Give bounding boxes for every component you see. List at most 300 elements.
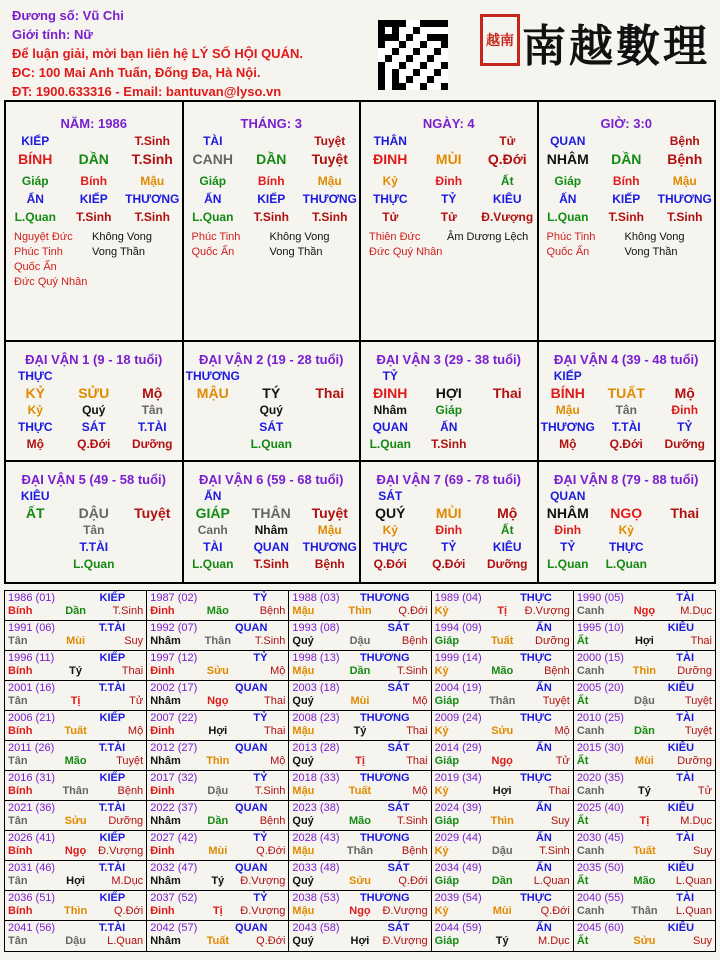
year-stem: Nhâm <box>150 635 181 647</box>
year-label: 2009 (24) <box>434 712 482 724</box>
hidden-stem-row <box>539 522 715 538</box>
god-row-cell: Bệnh <box>669 134 700 148</box>
year-row <box>5 681 715 711</box>
god-row <box>361 488 537 504</box>
year-stage: Bệnh <box>117 785 144 797</box>
year-branch: Tuất <box>348 785 372 797</box>
year-label: 1992 (07) <box>150 622 198 634</box>
year-row <box>5 771 715 801</box>
hidden-stem-row-cell: Quý <box>259 403 283 417</box>
stem-branch-row-cell: MÙI <box>435 151 462 167</box>
year-label: 2006 (21) <box>8 712 56 724</box>
year-branch: Ngọ <box>633 605 656 617</box>
year-stem: Mậu <box>292 785 315 797</box>
year-stem: Giáp <box>434 935 460 947</box>
year-branch: Tý <box>495 935 509 947</box>
year-stage: T.Sinh <box>397 665 428 677</box>
year-cell <box>5 921 147 951</box>
year-label: 1988 (03) <box>292 592 340 604</box>
year-stem: Ất <box>576 935 589 947</box>
cell-title: ĐẠI VẬN 6 (59 - 68 tuổi) <box>199 472 344 487</box>
hidden-god-row <box>361 539 537 555</box>
year-stage: T.Sinh <box>397 815 428 827</box>
year-stem: Bính <box>8 725 33 737</box>
cell-title: NGÀY: 4 <box>422 116 475 131</box>
hidden-stem-row <box>361 522 537 538</box>
year-stem: Mậu <box>292 725 315 737</box>
year-stage: Dưỡng <box>108 815 144 827</box>
year-branch: Thân <box>346 845 374 857</box>
year-label: 1999 (14) <box>434 652 482 664</box>
year-god: SÁT <box>387 682 410 694</box>
year-stem: Kỷ <box>434 725 449 737</box>
pillar-cell <box>184 102 362 340</box>
year-cell <box>574 771 715 800</box>
year-label: 2007 (22) <box>150 712 198 724</box>
year-god: ẤN <box>535 832 552 844</box>
god-row-cell: THỰC <box>17 369 53 383</box>
year-cell <box>574 861 715 890</box>
year-god: TÀI <box>676 712 695 724</box>
year-branch: Thìn <box>206 755 230 767</box>
year-branch: Tý <box>69 665 83 677</box>
year-stage: Dưỡng <box>677 755 712 767</box>
year-label: 2021 (36) <box>8 802 56 814</box>
year-row <box>5 921 715 951</box>
hidden-god-row-cell: THƯƠNG <box>302 192 357 206</box>
stem-branch-row-cell: T.Sinh <box>131 151 173 167</box>
year-cell <box>432 591 574 620</box>
year-cell <box>574 681 715 710</box>
year-cell <box>5 801 147 830</box>
year-god: QUAN <box>235 862 268 874</box>
year-branch: Tuất <box>633 845 656 857</box>
stage-row-cell: Q.Đới <box>609 437 643 451</box>
stem-branch-row <box>361 385 537 401</box>
stage-row-cell: T.Sinh <box>134 210 170 224</box>
god-row <box>6 133 182 149</box>
hidden-god-row <box>6 539 182 555</box>
year-god: ẤN <box>535 742 552 754</box>
stem-branch-row-cell: SỬU <box>78 385 110 401</box>
year-branch: Thân <box>631 905 658 917</box>
good-star: Thiên Đức <box>369 231 421 243</box>
god-row-cell: SÁT <box>378 489 403 503</box>
stem-branch-row-cell: Mộ <box>497 505 518 521</box>
stem-branch-row <box>361 151 537 167</box>
year-branch: Tị <box>639 815 650 827</box>
daivan-cell <box>361 342 539 460</box>
hidden-stem-row <box>6 522 182 538</box>
year-branch: Hợi <box>492 785 512 797</box>
year-branch: Hợi <box>634 635 654 647</box>
hidden-god-row <box>539 191 715 207</box>
stem-branch-row <box>184 505 360 521</box>
stem-branch-row-cell: CANH <box>192 151 233 167</box>
year-branch: Tuất <box>64 725 87 737</box>
hidden-god-row-cell: SÁT <box>259 420 284 434</box>
stem-branch-row-cell: Q.Đới <box>487 151 527 167</box>
hidden-stem-row-cell: Giáp <box>21 174 49 188</box>
stem-branch-row-cell: DẦN <box>78 151 109 167</box>
god-row-cell: QUAN <box>550 489 586 503</box>
year-stage: Suy <box>693 845 712 857</box>
year-branch: Thân <box>62 785 89 797</box>
hidden-stem-row-cell: Kỷ <box>618 523 634 537</box>
stem-branch-row-cell: Bệnh <box>667 151 703 167</box>
year-stage: Mộ <box>554 725 570 737</box>
good-star: Quốc Ấn <box>14 261 57 273</box>
stage-row-cell: Mộ <box>559 437 577 451</box>
year-label: 1995 (10) <box>576 622 624 634</box>
stage-row-cell: Bệnh <box>314 557 345 571</box>
stage-row <box>184 556 360 572</box>
year-cell <box>5 831 147 860</box>
year-stage: L.Quan <box>675 875 712 887</box>
hidden-god-row-cell: THƯƠNG <box>540 420 595 434</box>
year-stem: Canh <box>576 605 605 617</box>
year-god: THƯƠNG <box>359 772 410 784</box>
year-stem: Nhâm <box>150 815 181 827</box>
year-god: SÁT <box>387 802 410 814</box>
hidden-god-row-cell: SÁT <box>81 420 106 434</box>
god-row-cell: Tử <box>499 134 516 148</box>
year-branch: Dần <box>207 815 229 827</box>
year-row <box>5 831 715 861</box>
hidden-god-row <box>184 419 360 435</box>
year-branch: Sửu <box>64 815 87 827</box>
stem-branch-row-cell: TUẤT <box>607 385 645 401</box>
year-stem: Bính <box>8 605 33 617</box>
year-label: 2044 (59) <box>434 922 482 934</box>
daivan-cell <box>184 462 362 582</box>
year-god: KIÊU <box>667 682 695 694</box>
year-cell <box>5 741 147 770</box>
year-stem: Ất <box>576 755 589 767</box>
hidden-stem-row-cell: Bính <box>80 174 108 188</box>
year-branch: Dậu <box>207 785 229 797</box>
year-label: 1994 (09) <box>434 622 482 634</box>
god-row-cell: Tuyệt <box>314 134 346 148</box>
year-god: KIẾP <box>99 772 126 784</box>
year-stage: Tử <box>555 755 570 767</box>
year-god: TÀI <box>676 772 695 784</box>
year-stem: Canh <box>576 785 605 797</box>
year-stem: Đinh <box>150 665 175 677</box>
daivan-cell <box>6 462 184 582</box>
stem-branch-row <box>6 385 182 401</box>
hidden-god-row <box>184 539 360 555</box>
year-branch: Mùi <box>66 635 86 647</box>
pillar-cell <box>539 102 715 340</box>
year-stage: M.Dục <box>111 875 144 887</box>
good-star: Phúc Tinh <box>546 231 596 243</box>
year-cell <box>574 711 715 740</box>
year-stem: Ất <box>576 875 589 887</box>
year-stage: Đ.Vượng <box>524 605 570 617</box>
year-branch: Thân <box>489 695 516 707</box>
year-cell <box>147 651 289 680</box>
year-branch: Ngọ <box>207 695 229 707</box>
year-stage: Mộ <box>270 665 286 677</box>
year-stem: Canh <box>576 905 605 917</box>
year-label: 2032 (47) <box>150 862 198 874</box>
year-god: T.TÀI <box>98 622 126 634</box>
year-stage: Tuyệt <box>684 725 712 737</box>
year-stage: T.Sinh <box>254 785 286 797</box>
year-stage: Mộ <box>412 695 428 707</box>
stem-branch-row-cell: Tuyệt <box>311 505 348 521</box>
year-stage: Mộ <box>270 755 286 767</box>
stage-row-cell: T.Sinh <box>431 437 467 451</box>
cell-title: NĂM: 1986 <box>60 116 127 131</box>
year-stage: M.Dục <box>680 815 712 827</box>
year-stem: Nhâm <box>150 935 181 947</box>
year-label: 2045 (60) <box>576 922 624 934</box>
year-stem: Bính <box>8 665 33 677</box>
year-stage: Đ.Vượng <box>382 935 428 947</box>
daivan-cell <box>539 342 715 460</box>
hidden-god-row-cell: KIÊU <box>492 192 522 206</box>
year-god: SÁT <box>387 862 410 874</box>
god-row-cell: TỶ <box>382 369 398 383</box>
year-cell <box>289 651 431 680</box>
year-label: 2034 (49) <box>434 862 482 874</box>
year-stage: Q.Đới <box>256 845 286 857</box>
year-stage: Thai <box>406 755 428 767</box>
year-row <box>5 621 715 651</box>
stage-row-cell: Đ.Vượng <box>481 210 534 224</box>
good-star: Phúc Tinh <box>191 231 241 243</box>
year-branch: Dần <box>634 725 655 737</box>
year-cell <box>147 861 289 890</box>
year-god: ẤN <box>535 922 552 934</box>
god-row-cell: TÀI <box>203 134 223 148</box>
year-stem: Tân <box>8 935 28 947</box>
cell-title: ĐẠI VẬN 1 (9 - 18 tuổi) <box>25 352 163 367</box>
year-cell <box>574 891 715 920</box>
year-branch: Sửu <box>348 875 372 887</box>
year-label: 1987 (02) <box>150 592 198 604</box>
hidden-god-row-cell: QUAN <box>253 540 289 554</box>
year-stem: Ất <box>576 635 589 647</box>
year-label: 2005 (20) <box>576 682 624 694</box>
year-god: THƯƠNG <box>359 892 410 904</box>
hidden-stem-row-cell: Nhâm <box>373 403 407 417</box>
stem-branch-row-cell: NHÂM <box>546 151 589 167</box>
year-label: 2014 (29) <box>434 742 482 754</box>
stage-row <box>6 209 182 225</box>
year-label: 2028 (43) <box>292 832 340 844</box>
stem-branch-row <box>6 151 182 167</box>
good-star: Đức Quý Nhân <box>14 276 88 288</box>
stem-branch-row-cell: BÍNH <box>18 151 53 167</box>
hidden-god-row-cell: THỰC <box>372 192 408 206</box>
stem-branch-row <box>184 151 360 167</box>
good-star: Quốc Ấn <box>546 246 590 258</box>
bad-star: Không Vong <box>92 231 152 243</box>
hidden-god-row-cell: ẤN <box>440 420 458 434</box>
year-stem: Đinh <box>150 725 175 737</box>
year-label: 2000 (15) <box>576 652 624 664</box>
year-stem: Bính <box>8 845 33 857</box>
year-cell <box>432 771 574 800</box>
year-cell <box>289 741 431 770</box>
hidden-stem-row <box>539 402 715 418</box>
good-star: Nguyệt Đức <box>14 231 73 243</box>
year-cell <box>289 621 431 650</box>
god-row-cell: T.Sinh <box>134 134 170 148</box>
hidden-god-row-cell: THƯƠNG <box>657 192 712 206</box>
year-cell <box>574 621 715 650</box>
year-label: 2022 (37) <box>150 802 198 814</box>
hidden-god-row-cell: THƯƠNG <box>302 540 357 554</box>
stage-row <box>361 209 537 225</box>
year-stem: Kỷ <box>434 905 449 917</box>
year-row <box>5 741 715 771</box>
year-stage: M.Dục <box>680 605 712 617</box>
year-stage: T.Sinh <box>539 845 570 857</box>
year-cell <box>147 771 289 800</box>
god-row <box>361 368 537 384</box>
stem-branch-row-cell: DẦN <box>611 151 642 167</box>
bad-star: Vong Thần <box>269 246 323 258</box>
year-god: TỶ <box>253 712 268 724</box>
year-cell <box>432 801 574 830</box>
hidden-god-row <box>184 191 360 207</box>
year-stage: Mộ <box>127 725 144 737</box>
hidden-god-row-cell: T.TÀI <box>137 420 167 434</box>
good-star: Phúc Tinh <box>14 246 63 258</box>
hidden-god-row-cell: TỶ <box>677 420 693 434</box>
god-row <box>184 488 360 504</box>
phone-email-line: ĐT: 1900.633316 - Email: bantuvan@lyso.vn <box>12 84 282 99</box>
year-branch: Mão <box>64 755 87 767</box>
good-star: Đức Quý Nhân <box>369 246 443 258</box>
year-god: THỰC <box>520 712 552 724</box>
god-row <box>184 368 360 384</box>
year-stage: Mộ <box>412 785 428 797</box>
stem-branch-row-cell: BÍNH <box>550 385 585 401</box>
year-god: KIẾP <box>99 832 126 844</box>
stem-branch-row-cell: ẤT <box>25 505 45 521</box>
cell-title: ĐẠI VẬN 4 (39 - 48 tuổi) <box>554 352 699 367</box>
daivan-cell <box>6 342 184 460</box>
year-god: T.TÀI <box>98 682 126 694</box>
hidden-stem-row-cell: Đinh <box>554 523 582 537</box>
year-label: 1991 (06) <box>8 622 56 634</box>
year-stem: Canh <box>576 725 605 737</box>
year-stem: Giáp <box>434 635 460 647</box>
year-cell <box>147 621 289 650</box>
year-stage: T.Sinh <box>254 635 286 647</box>
year-branch: Dần <box>65 605 86 617</box>
year-stem: Giáp <box>434 755 460 767</box>
year-branch: Ngọ <box>491 755 513 767</box>
god-row <box>6 488 182 504</box>
stem-branch-row-cell: GIÁP <box>195 505 230 521</box>
stage-row <box>539 209 715 225</box>
year-cell <box>289 921 431 951</box>
brand-logo: 南越數理 <box>522 21 710 72</box>
header-info <box>12 6 372 101</box>
year-stem: Nhâm <box>150 695 181 707</box>
stage-row-cell: L.Quan <box>73 557 115 571</box>
god-row <box>184 133 360 149</box>
year-label: 2041 (56) <box>8 922 56 934</box>
hidden-god-row-cell: T.TÀI <box>611 420 641 434</box>
year-god: TỶ <box>253 772 268 784</box>
year-stem: Ất <box>576 815 589 827</box>
hidden-god-row-cell: TỶ <box>560 540 576 554</box>
stage-row-cell: Tử <box>440 210 457 224</box>
god-row-cell: KIẾP <box>21 134 50 148</box>
year-stage: L.Quan <box>107 935 144 947</box>
year-stem: Quý <box>292 695 314 707</box>
year-branch: Tị <box>70 695 81 707</box>
hidden-stem-row-cell: Ất <box>500 174 514 188</box>
hidden-god-row-cell: TỶ <box>441 540 457 554</box>
year-god: THỰC <box>520 892 552 904</box>
stem-branch-row-cell: NHÂM <box>546 505 589 521</box>
year-stem: Tân <box>8 875 28 887</box>
year-label: 2016 (31) <box>8 772 56 784</box>
hidden-god-row-cell: TỶ <box>441 192 457 206</box>
stage-row-cell: Dưỡng <box>486 557 528 571</box>
year-stage: Thai <box>548 785 570 797</box>
year-stem: Quý <box>292 755 314 767</box>
year-branch: Thìn <box>348 605 372 617</box>
year-god: T.TÀI <box>98 802 126 814</box>
stem-branch-row-cell: Tuyệt <box>134 505 171 521</box>
year-cell <box>289 891 431 920</box>
star-notes <box>547 230 711 260</box>
year-branch: Ngọ <box>349 905 371 917</box>
daivan-row-2 <box>6 462 714 582</box>
star-notes <box>192 230 356 260</box>
stage-row-cell: Q.Đới <box>373 557 407 571</box>
year-branch: Tị <box>212 905 223 917</box>
year-cell <box>289 681 431 710</box>
year-god: T.TÀI <box>98 922 126 934</box>
year-label: 2040 (55) <box>576 892 624 904</box>
year-branch: Hợi <box>350 935 370 947</box>
year-stage: Bệnh <box>401 635 428 647</box>
year-stem: Mậu <box>292 665 315 677</box>
stage-row-cell: T.Sinh <box>312 210 348 224</box>
stem-branch-row-cell: Thai <box>492 385 522 401</box>
year-stage: Thai <box>406 725 428 737</box>
bad-star: Vong Thần <box>92 246 146 258</box>
hidden-god-row-cell: THƯƠNG <box>125 192 180 206</box>
stage-row-cell: Dưỡng <box>131 437 173 451</box>
hidden-god-row-cell: KIẾP <box>257 192 286 206</box>
year-label: 2024 (39) <box>434 802 482 814</box>
star-notes <box>14 230 178 290</box>
hidden-stem-row <box>539 173 715 189</box>
year-stem: Quý <box>292 815 314 827</box>
year-god: KIÊU <box>667 862 695 874</box>
year-stage: Q.Đới <box>256 935 286 947</box>
year-stem: Mậu <box>292 605 315 617</box>
year-branch: Mão <box>349 815 371 827</box>
year-god: THƯƠNG <box>359 652 410 664</box>
year-god: T.TÀI <box>98 742 126 754</box>
year-god: SÁT <box>387 622 410 634</box>
year-cell <box>574 591 715 620</box>
year-row <box>5 711 715 741</box>
year-cell <box>147 891 289 920</box>
